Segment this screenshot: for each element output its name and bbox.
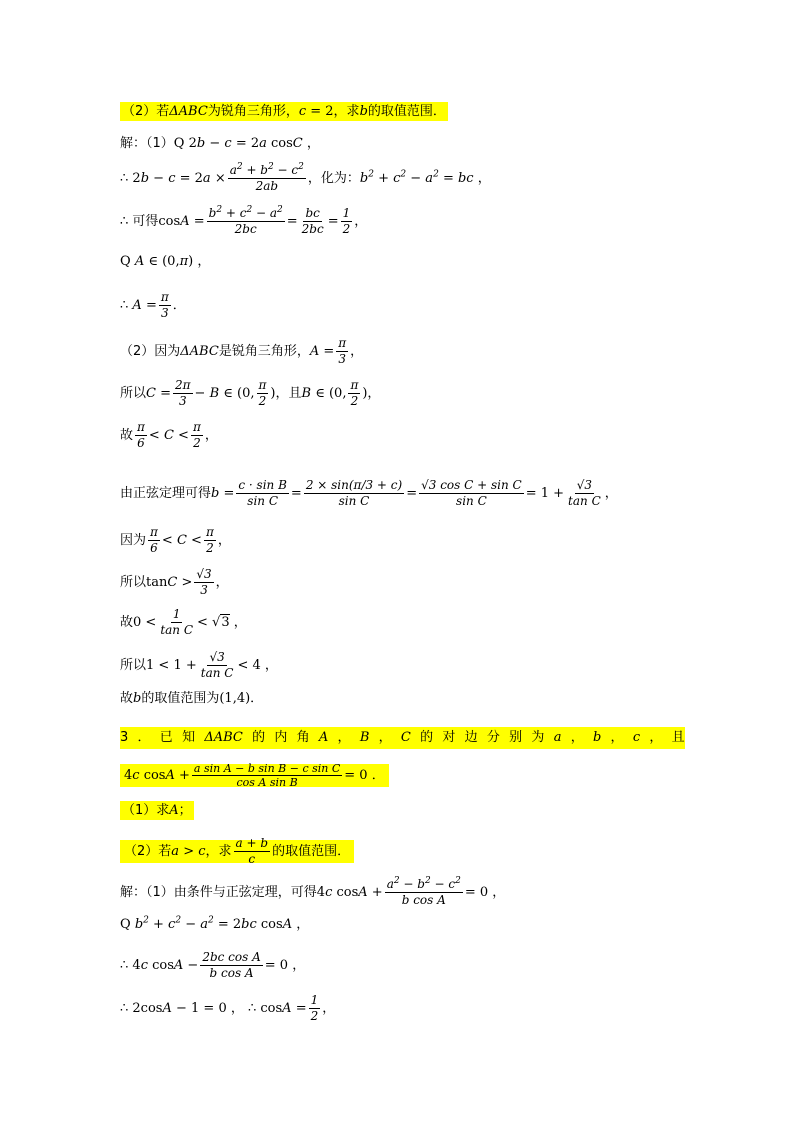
- solution-step: 解：（1）Q 2b − c = 2a cosC ，: [120, 136, 320, 151]
- solution-step: 故 $\frac{\pi}{6}$ < C < $\frac{\pi}{2}$ ，: [120, 420, 218, 450]
- solution-step: 由正弦定理可得b = $\frac{\text{c · sin B}}{\text{sin C}}$ = $\frac{2 \times \sin(\pi/3 + c)}{\text{sin C}}$ = $\frac{\text{√3 cos C + sin C}}{\text{sin C}}$ = 1 + $\frac{√3}{\text{tan C}}$ ，: [120, 478, 618, 508]
- q3-word: 边: [464, 730, 478, 745]
- solution-step: ∴ 2cosA − 1 = 0 ， ∴ cosA = $\frac{1}{2}$ ，: [120, 993, 336, 1023]
- q3-word: 3: [120, 730, 129, 745]
- q3-word: A: [318, 730, 329, 745]
- q3-word: 已: [159, 730, 173, 745]
- solution-step: 所以1 < 1 + $\frac{√3}{\text{tan C}}$ < 4 ，: [120, 650, 278, 680]
- q3-word: ，: [649, 730, 663, 745]
- q3-word: ΔABC: [204, 730, 243, 745]
- q2-part2-prompt: [120, 103, 448, 121]
- q3-word: 为: [531, 730, 545, 745]
- highlight: （1）求A；: [122, 803, 192, 818]
- solution-step: （2）因为ΔABC是锐角三角形，A = $\frac{\pi}{3}$ ，: [120, 336, 364, 366]
- q3-word: c: [632, 730, 641, 745]
- q3-part1: [120, 802, 194, 820]
- solution-step: ∴ 可得cosA = $\frac{b^2 + c^2 - a^2}{2bc}$ = $\frac{bc}{2bc}$ = $\frac{1}{2}$ ，: [120, 205, 368, 236]
- highlight: （2）若a > c，求 $\frac{a + b}{c}$ 的取值范围．: [120, 840, 354, 863]
- q3-prompt: [120, 727, 685, 749]
- solution-step: 故0 < $\frac{1}{\text{tan C}}$ < √3 ，: [120, 607, 247, 637]
- solution-step: 故b的取值范围为(1,4)．: [120, 691, 264, 706]
- solution-step: 解：（1）由条件与正弦定理，可得4c cosA + $\frac{a^2 - b^2 - c^2}{\text{b cos A}}$ = 0 ，: [120, 876, 506, 907]
- q3-word: 分: [486, 730, 500, 745]
- solution-step: 因为 $\frac{\pi}{6}$ < C < $\frac{\pi}{2}$ ，: [120, 525, 231, 555]
- q3-word: 的: [420, 730, 434, 745]
- solution-step: Q $b^2 + c^2 - a^2 = 2bc$ cosA ，: [120, 915, 310, 932]
- q3-word: 内: [274, 730, 288, 745]
- solution-step: 所以C = $\frac{2\pi}{3}$ − B ∈ (0, $\frac{\pi}{2}$ )，且B ∈ (0, $\frac{\pi}{2}$ )，: [120, 378, 381, 408]
- q3-word: ，: [610, 730, 624, 745]
- solution-step: Q A ∈ (0,π) ，: [120, 254, 211, 269]
- q3-word: b: [592, 730, 602, 745]
- solution-step: ∴ 4c cosA − $\frac{\text{2bc cos A}}{\text{b cos A}}$ = 0 ，: [120, 950, 306, 980]
- solution-step: 所以tanC > $\frac{√3}{3}$ ，: [120, 567, 229, 597]
- solution-step: ∴ 2b − c = 2a × $\frac{a^2 + b^2 - c^2}{2ab}$ ，化为：$b^2 + c^2 - a^2$ = bc ，: [120, 162, 491, 193]
- q3-word: 角: [296, 730, 310, 745]
- q3-word: C: [400, 730, 411, 745]
- q3-part2: [120, 836, 354, 867]
- q3-word: ，: [337, 730, 351, 745]
- q3-word: 对: [442, 730, 456, 745]
- q3-word: 且: [671, 730, 685, 745]
- highlight: 4c cosA + $\frac{\text{a sin A − b sin B − c sin C}}{\text{cos A sin B}}$ = 0 ．: [120, 764, 389, 787]
- q3-word: ．: [137, 730, 151, 745]
- q3-prompt-formula: [120, 762, 389, 789]
- q3-word: ，: [378, 730, 392, 745]
- q3-word: B: [359, 730, 370, 745]
- highlight: （2）若ΔABC为锐角三角形，c = 2，求b的取值范围．: [122, 104, 446, 119]
- solution-step: ∴ A = $\frac{\pi}{3}$ ．: [120, 290, 186, 320]
- q3-word: ，: [570, 730, 584, 745]
- q3-word: a: [553, 730, 562, 745]
- q3-word: 知: [182, 730, 196, 745]
- q3-word: 别: [509, 730, 523, 745]
- q3-word: 的: [252, 730, 266, 745]
